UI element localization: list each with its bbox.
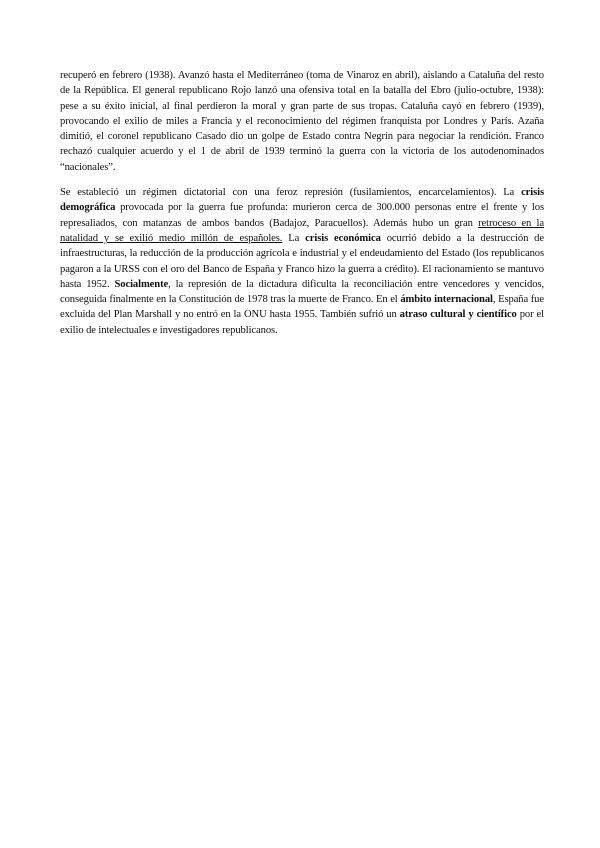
text-run: Se estableció un régimen dictatorial con una feroz represión (fusilamientos, encarcelamientos). La [60, 187, 522, 199]
text-run: ocurrió debido a la destrucción de infraestructuras, la reducción de la producción agrícola e industrial y el endeudamiento del Estado (los republicanos pagaron a la URSS con el oro del Banco de España y Franco hizo la guerra a crédito). El racionamiento se mantuvo hasta 1952. [60, 232, 544, 290]
bold-term-crisis-economica: crisis económica [305, 232, 381, 244]
bold-term-ambito-internacional: ámbito internacional [400, 294, 493, 306]
bold-term-socialmente: Socialmente [114, 278, 169, 290]
text-run: , la represión de la dictadura dificulta la reconciliación entre vencedores y vencidos, conseguida finalmente en la Constitución de 1978 tras la muerte de Franco. En el [60, 278, 544, 306]
text-run: , España fue excluida del Plan Marshall y no entró en la ONU hasta 1955. También sufrió un [60, 294, 544, 321]
bold-term-atraso-cultural: atraso cultural y científico [399, 309, 517, 321]
paragraph-1: recuperó en febrero (1938). Avanzó hasta el Mediterráneo (toma de Vinaroz en abril), aislando a Cataluña del resto de la República. El general republicano Rojo lanzó una ofensiva total en la batalla del Ebro (julio-octubre, 1938): pese a su éxito inicial, al final perdieron la moral y gran parte de sus tropas. Cataluña cayó en febrero (1939), provocando el exilio de miles a Francia y el reconocimiento del régimen franquista por Londres y París. Azaña dimitió, el coronel republicano Casado dio un golpe de Estado contra Negrín para negociar la rendición. Franco rechazó cualquier acuerdo y el 1 de abril de 1939 terminó la guerra con la victoria de los autodenominados “nacionales”. [60, 70, 544, 173]
text-run: por el exilio de intelectuales e investigadores republicanos. [60, 309, 544, 336]
underlined-phrase: retroceso en la natalidad y se exilió medio millón de españoles. [60, 217, 544, 244]
body-text [60, 68, 544, 338]
text-run: La [282, 232, 306, 244]
bold-term-crisis-demografica: crisis demográfica [60, 187, 544, 214]
text-run: provocada por la guerra fue profunda: murieron cerca de 300.000 personas entre el frente y los represaliados, con matanzas de ambos bandos (Badajoz, Paracuellos). Además hubo un gran [60, 202, 544, 229]
paragraph-2 [60, 185, 544, 338]
